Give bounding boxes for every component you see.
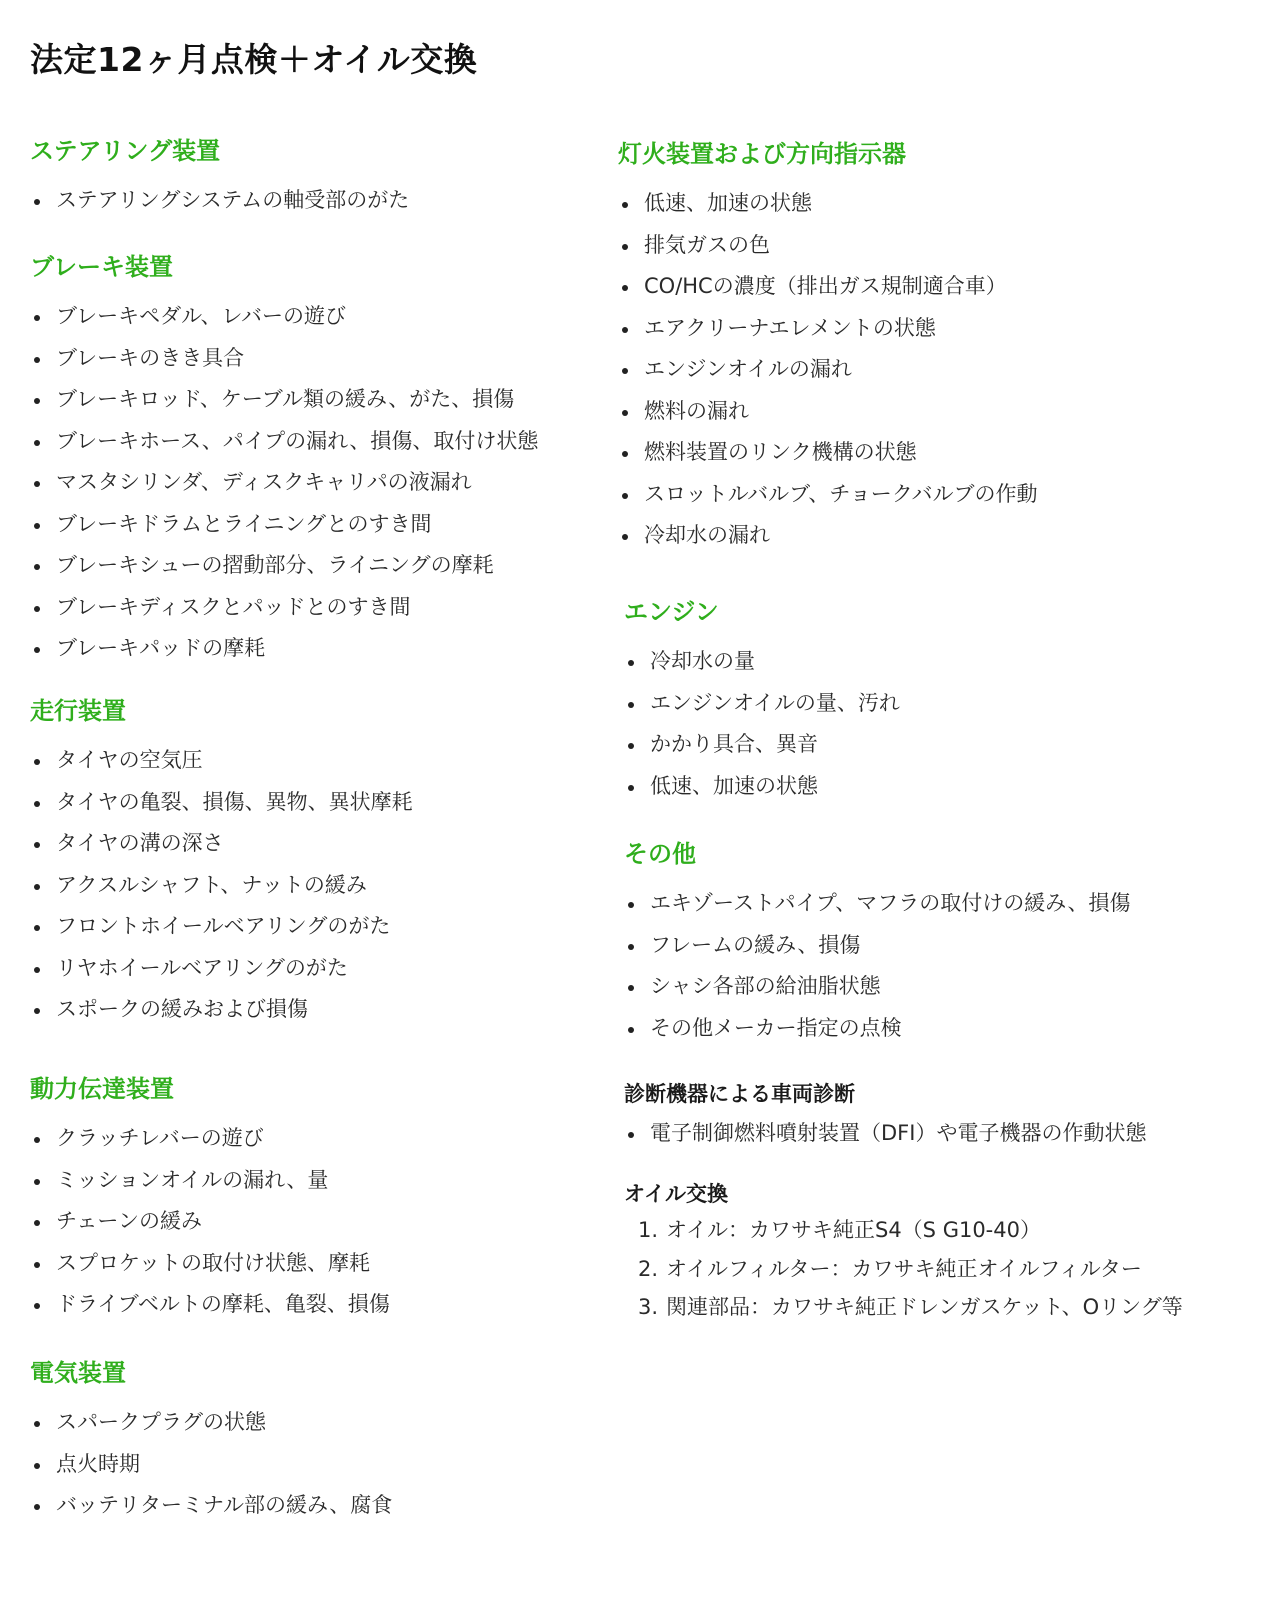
section-heading: ステアリング装置 [30, 137, 221, 165]
item-list [30, 180, 409, 222]
list-item: スポークの緩みおよび損傷 [30, 989, 413, 1031]
list-item: スパークプラグの状態 [30, 1402, 392, 1444]
list-item: シャシ各部の給油脂状態 [624, 966, 1130, 1008]
list-item [624, 1211, 1183, 1250]
list-item: 点火時期 [30, 1444, 392, 1486]
section-heading: 動力伝達装置 [30, 1075, 174, 1103]
list-item: エキゾーストパイプ、マフラの取付けの緩み、損傷 [624, 883, 1130, 925]
item-list [624, 1113, 1146, 1155]
page-title: 法定12ヶ月点検＋オイル交換 [30, 40, 478, 79]
item-list [30, 296, 538, 670]
list-item: エンジンオイルの量、汚れ [624, 683, 900, 725]
list-item: タイヤの溝の深さ [30, 823, 413, 865]
list-item: ブレーキシューの摺動部分、ライニングの摩耗 [30, 545, 538, 587]
list-item: リヤホイールベアリングのがた [30, 948, 413, 990]
list-item: ブレーキホース、パイプの漏れ、損傷、取付け状態 [30, 421, 538, 463]
section-heading: ブレーキ装置 [30, 253, 174, 281]
item-number: 3. [638, 1295, 659, 1319]
item-list [624, 641, 900, 807]
item-list [30, 1118, 390, 1326]
section-heading: 走行装置 [30, 697, 126, 725]
list-item: ブレーキドラムとライニングとのすき間 [30, 504, 538, 546]
item-text: 関連部品：カワサキ純正ドレンガスケット、Oリング等 [666, 1295, 1183, 1319]
section-heading: オイル交換 [624, 1182, 728, 1206]
list-item: エアクリーナエレメントの状態 [618, 308, 1038, 350]
list-item: スプロケットの取付け状態、摩耗 [30, 1243, 390, 1285]
item-text: オイル：カワサキ純正S4（S G10-40） [666, 1218, 1041, 1242]
list-item: ブレーキのきき具合 [30, 338, 538, 380]
list-item: 低速、加速の状態 [618, 183, 1038, 225]
section-heading: 診断機器による車両診断 [624, 1082, 855, 1106]
section-diagnostics [624, 1077, 1146, 1155]
section-power-transmission [30, 1072, 390, 1326]
list-item: 燃料装置のリンク機構の状態 [618, 432, 1038, 474]
section-other [624, 837, 1130, 1049]
item-number: 2. [638, 1256, 659, 1281]
list-item: 冷却水の量 [624, 641, 900, 683]
item-list [618, 183, 1038, 557]
item-text: オイルフィルター：カワサキ純正オイルフィルター [666, 1256, 1142, 1281]
list-item: その他メーカー指定の点検 [624, 1008, 1130, 1050]
list-item: ステアリングシステムの軸受部のがた [30, 180, 409, 222]
list-item: ブレーキパッドの摩耗 [30, 628, 538, 670]
list-item: ドライブベルトの摩耗、亀裂、損傷 [30, 1284, 390, 1326]
list-item: クラッチレバーの遊び [30, 1118, 390, 1160]
list-item: タイヤの亀裂、損傷、異物、異状摩耗 [30, 782, 413, 824]
section-running-gear [30, 694, 413, 1031]
list-item: ブレーキディスクとパッドとのすき間 [30, 587, 538, 629]
item-list [30, 1402, 392, 1527]
list-item: フレームの緩み、損傷 [624, 925, 1130, 967]
list-item: フロントホイールベアリングのがた [30, 906, 413, 948]
list-item: 燃料の漏れ [618, 391, 1038, 433]
item-number: 1. [638, 1218, 659, 1242]
list-item: 排気ガスの色 [618, 225, 1038, 267]
list-item: アクスルシャフト、ナットの緩み [30, 865, 413, 907]
list-item: タイヤの空気圧 [30, 740, 413, 782]
list-item: 低速、加速の状態 [624, 766, 900, 808]
list-item [624, 1250, 1183, 1289]
section-electrical [30, 1356, 392, 1527]
list-item: CO/HCの濃度（排出ガス規制適合車） [618, 266, 1038, 308]
list-item: ブレーキロッド、ケーブル類の緩み、がた、損傷 [30, 379, 538, 421]
list-item: チェーンの緩み [30, 1201, 390, 1243]
section-heading: その他 [624, 840, 696, 868]
item-list [30, 740, 413, 1031]
list-item: マスタシリンダ、ディスクキャリパの液漏れ [30, 462, 538, 504]
list-item: エンジンオイルの漏れ [618, 349, 1038, 391]
section-steering [30, 134, 409, 222]
section-heading: 電気装置 [30, 1359, 126, 1387]
list-item: かかり具合、異音 [624, 724, 900, 766]
list-item: スロットルバルブ、チョークバルブの作動 [618, 474, 1038, 516]
section-heading: 灯火装置および方向指示器 [618, 140, 906, 168]
section-oil-change [624, 1177, 1183, 1327]
list-item [624, 1288, 1183, 1327]
list-item: バッテリターミナル部の緩み、腐食 [30, 1485, 392, 1527]
section-brake [30, 250, 538, 670]
section-heading: エンジン [624, 598, 719, 626]
list-item: 冷却水の漏れ [618, 515, 1038, 557]
section-engine [624, 595, 900, 807]
numbered-list [624, 1211, 1183, 1327]
item-list [624, 883, 1130, 1049]
list-item: ブレーキペダル、レバーの遊び [30, 296, 538, 338]
list-item: ミッションオイルの漏れ、量 [30, 1160, 390, 1202]
list-item: 電子制御燃料噴射装置（DFI）や電子機器の作動状態 [624, 1113, 1146, 1155]
section-lighting-engine [618, 137, 1038, 557]
